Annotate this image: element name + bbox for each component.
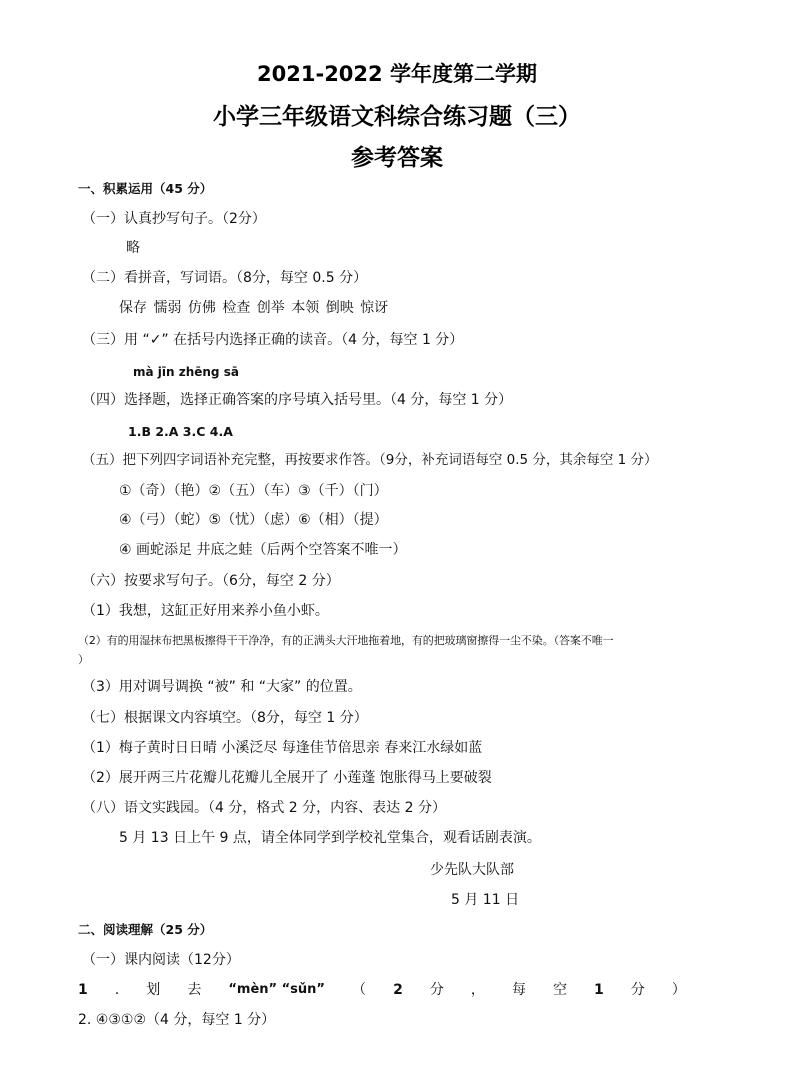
q8-notice-date: 5 月 11 日 [451,892,520,908]
answer-token: 分 [429,982,444,998]
reading-1-answer-1 [78,981,686,999]
q6-answer-2: （2）有的用湿抹布把黑板擦得干干净净，有的正满头大汗地拖着地，有的把玻璃窗擦得一尘不染。（答案不唯一 [78,634,614,647]
q3-prompt: （三）用 “✓” 在括号内选择正确的读音。（4 分，每空 1 分） [82,332,464,348]
q5-answer-row-3: ④ 画蛇添足 井底之蛙（后两个空答案不唯一） [119,542,407,558]
q5-answer-row-1: ①（奇）（艳）②（五）（车）③（千）（门） [119,483,388,499]
exam-title: 小学三年级语文科综合练习题（三） [213,104,581,130]
reading-1-answer-2: 2. ④③①②（4 分，每空 1 分） [78,1012,276,1028]
answer-token: ） [671,982,686,998]
answer-token: 每 [511,982,526,998]
q7-answer-1: （1）梅子黄时日日晴 小溪泛尽 每逢佳节倍思亲 春来江水绿如蓝 [82,740,483,756]
answer-key-heading: 参考答案 [351,145,443,171]
q8-prompt: （八）语文实践园。（4 分，格式 2 分，内容、表达 2 分） [82,800,446,816]
q4-answer: 1.B 2.A 3.C 4.A [128,424,233,439]
answer-token: 分 [630,982,645,998]
q1-answer: 略 [126,240,140,256]
reading-1-heading: （一）课内阅读（12分） [82,952,240,968]
section-2-heading: 二、阅读理解（25 分） [78,922,213,937]
answer-token: “mèn” “sǔn” [228,982,325,997]
answer-token: 1 [78,982,88,998]
q7-answer-2: （2）展开两三片花瓣儿花瓣儿全展开了 小莲蓬 饱胀得马上要破裂 [82,770,492,786]
q6-answer-1: （1）我想，这缸正好用来养小鱼小虾。 [82,603,329,619]
q7-prompt: （七）根据课文内容填空。（8分，每空 1 分） [82,710,368,726]
q8-notice-body: 5 月 13 日上午 9 点，请全体同学到学校礼堂集合，观看话剧表演。 [119,830,541,846]
q6-answer-2-end: ） [78,653,89,666]
answer-token: （ [352,982,367,998]
answer-token: 划 [146,982,161,998]
q4-prompt: （四）选择题，选择正确答案的序号填入括号里。（4 分，每空 1 分） [82,392,513,408]
answer-token: 2 [393,982,403,998]
q5-answer-row-2: ④（弓）（蛇）⑤（忧）（虑）⑥（相）（提） [119,512,388,528]
q2-answer: 保存 懦弱 仿佛 检查 创举 本领 倒映 惊讶 [119,300,389,316]
answer-token: . [114,982,120,998]
q2-prompt: （二）看拼音，写词语。（8分，每空 0.5 分） [82,270,368,286]
section-1-heading: 一、积累运用（45 分） [78,181,213,196]
answer-token: 去 [187,982,202,998]
answer-token: 1 [594,982,604,998]
q5-prompt: （五）把下列四字词语补充完整，再按要求作答。（9分，补充词语每空 0.5 分，其余每空 1 分） [82,452,658,468]
answer-token: 空 [553,982,567,998]
q6-answer-3: （3）用对调号调换 “被” 和 “大家” 的位置。 [82,679,362,695]
q1-prompt: （一）认真抄写句子。（2分） [82,211,266,227]
school-year-heading: 2021-2022 学年度第二学期 [257,62,537,86]
answer-token: ， [470,982,485,998]
q8-notice-signature: 少先队大队部 [430,862,514,878]
q6-prompt: （六）按要求写句子。（6分，每空 2 分） [82,573,340,589]
q3-answer-pinyin: mà jīn zhēng sā [133,365,239,379]
